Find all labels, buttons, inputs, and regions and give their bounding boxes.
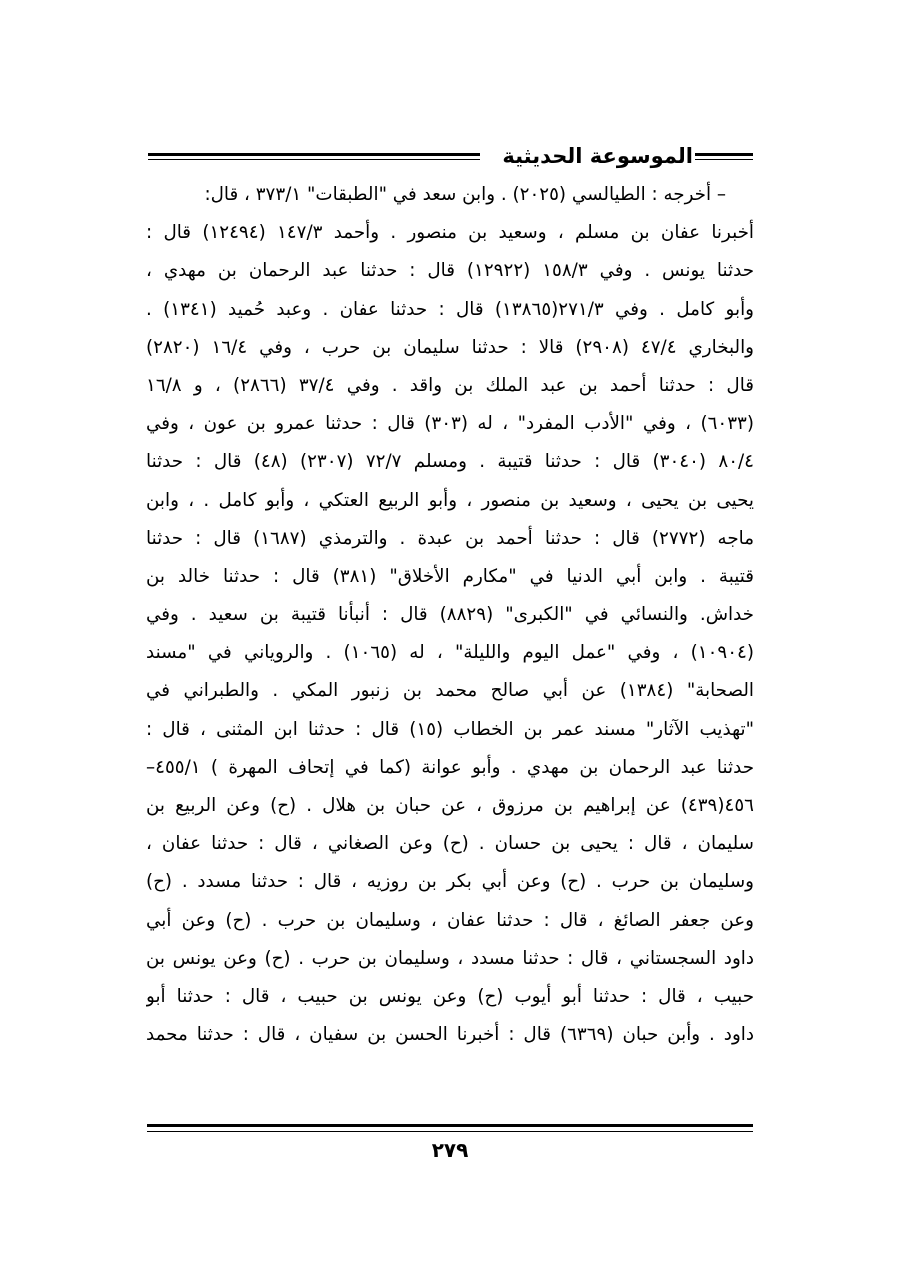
text-line: داود السجستاني ، قال : حدثنا مسدد ، وسليمان بن حرب . (ح) وعن يونس بن bbox=[146, 947, 754, 969]
text-line: – أخرجه : الطيالسي (٢٠٢٥) . وابن سعد في "الطبقات" ٣٧٣/١ ، قال: bbox=[204, 184, 726, 205]
text-line: حبيب ، قال : حدثنا أبو أيوب (ح) وعن يونس بن حبيب ، قال : حدثنا أبو bbox=[146, 985, 754, 1007]
text-line: والبخاري ٤٧/٤ (٢٩٠٨) قالا : حدثنا سليمان بن حرب ، وفي ١٦/٤ (٢٨٢٠) bbox=[146, 336, 754, 358]
text-line: أخبرنا عفان بن مسلم ، وسعيد بن منصور . وأحمد ١٤٧/٣ (١٢٤٩٤) قال : bbox=[146, 222, 754, 244]
text-line: ٨٠/٤ (٣٠٤٠) قال : حدثنا قتيبة . ومسلم ٧٢/٧ (٢٣٠٧) (٤٨) قال : حدثنا bbox=[146, 451, 754, 473]
body-text bbox=[146, 176, 754, 1054]
page-title: الموسوعة الحديثية bbox=[502, 144, 693, 168]
footer-rule bbox=[147, 1124, 753, 1132]
text-line: وعن جعفر الصائغ ، قال : حدثنا عفان ، وسليمان بن حرب . (ح) وعن أبي bbox=[146, 909, 754, 931]
header-rule-long bbox=[148, 153, 480, 160]
text-line: داود . وأبن حبان (٦٣٦٩) قال : أخبرنا الحسن بن سفيان ، قال : حدثنا محمد bbox=[146, 1024, 754, 1046]
text-line: (١٠٩٠٤) ، وفي "عمل اليوم والليلة" ، له (١٠٦٥) . والروياني في "مسند bbox=[146, 642, 754, 664]
text-line: "تهذيب الآثار" مسند عمر بن الخطاب (١٥) قال : حدثنا ابن المثنى ، قال : bbox=[146, 718, 754, 740]
text-line: الصحابة" (١٣٨٤) عن أبي صالح محمد بن زنبور المكي . والطبراني في bbox=[146, 680, 754, 702]
text-line: حدثنا عبد الرحمان بن مهدي . وأبو عوانة (كما في إتحاف المهرة ) ٤٥٥/١– bbox=[146, 756, 754, 778]
text-line: قال : حدثنا أحمد بن عبد الملك بن واقد . وفي ٣٧/٤ (٢٨٦٦) ، و ١٦/٨ bbox=[146, 374, 754, 396]
page-number: ٢٧٩ bbox=[431, 1138, 469, 1162]
text-line: وأبو كامل . وفي ٢٧١/٣(١٣٨٦٥) قال : حدثنا عفان . وعبد حُميد (١٣٤١) . bbox=[146, 298, 754, 320]
page-header bbox=[148, 140, 753, 172]
header-rule-short bbox=[695, 153, 753, 160]
text-line: ماجه (٢٧٧٢) قال : حدثنا أحمد بن عبدة . والترمذي (١٦٨٧) قال : حدثنا bbox=[146, 527, 754, 549]
text-line: خداش. والنسائي في "الكبرى" (٨٨٢٩) قال : أنبأنا قتيبة بن سعيد . وفي bbox=[146, 604, 754, 626]
text-line: (٦٠٣٣) ، وفي "الأدب المفرد" ، له (٣٠٣) قال : حدثنا عمرو بن عون ، وفي bbox=[146, 413, 754, 435]
text-line: سليمان ، قال : يحيى بن حسان . (ح) وعن الصغاني ، قال : حدثنا عفان ، bbox=[146, 833, 754, 855]
text-line: ٤٥٦(٤٣٩) عن إبراهيم بن مرزوق ، عن حبان بن هلال . (ح) وعن الربيع بن bbox=[146, 795, 754, 816]
text-line: وسليمان بن حرب . (ح) وعن أبي بكر بن روزيه ، قال : حدثنا مسدد . (ح) bbox=[146, 871, 754, 893]
text-line: قتيبة . وابن أبي الدنيا في "مكارم الأخلاق" (٣٨١) قال : حدثنا خالد بن bbox=[146, 565, 754, 587]
text-line: حدثنا يونس . وفي ١٥٨/٣ (١٢٩٢٢) قال : حدثنا عبد الرحمان بن مهدي ، bbox=[146, 260, 754, 282]
text-line: يحيى بن يحيى ، وسعيد بن منصور ، وأبو الربيع العتكي ، وأبو كامل . ، وابن bbox=[146, 489, 754, 511]
